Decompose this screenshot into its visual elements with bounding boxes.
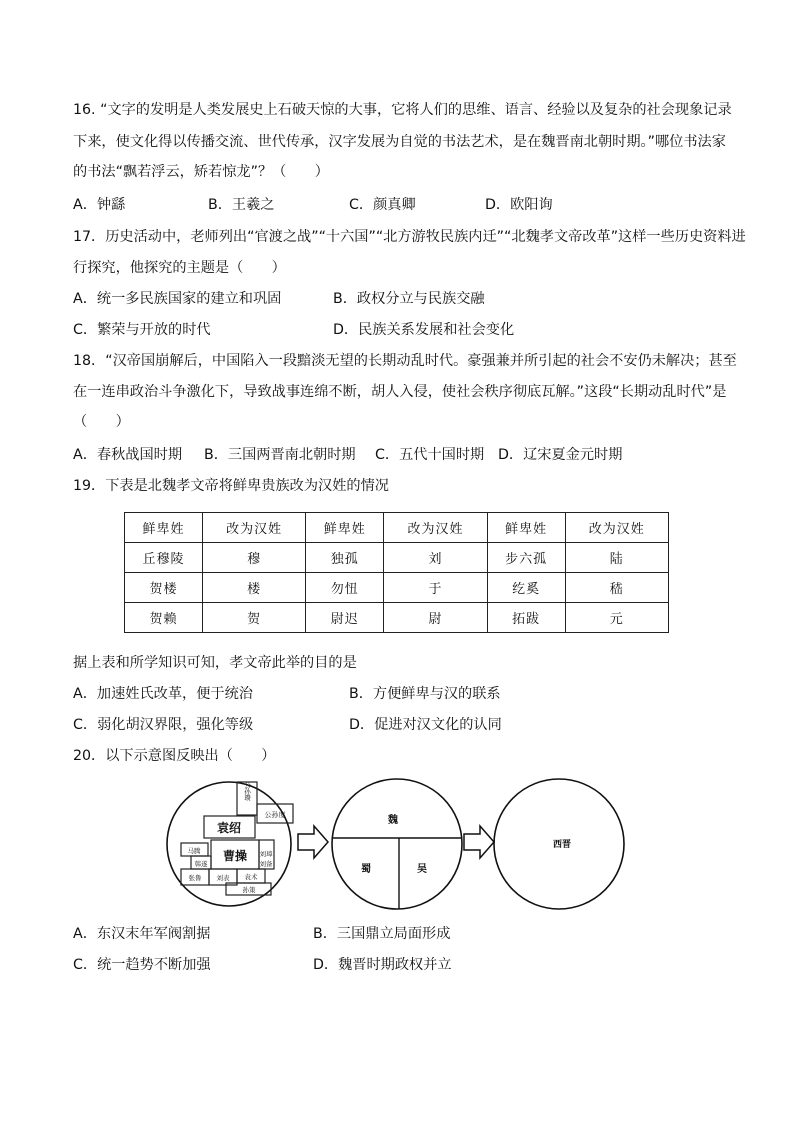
q18-option-d: D．辽宋夏金元时期 [498,447,623,463]
q20-option-b: B．三国鼎立局面形成 [313,926,451,942]
kingdom-wu-label: 吴 [417,864,427,875]
q20-option-a: A．东汉末年军阀割据 [73,926,211,942]
table-cell: 嵇 [565,573,668,603]
q19-option-c: C．弱化胡汉界限，强化等级 [73,717,254,733]
warlord-label: 公孙瓒 [243,781,251,801]
warlord-label: 刘璋 [259,850,273,858]
table-cell: 穆 [202,543,305,573]
table-cell: 贺 [202,603,305,633]
q17-stem-line-2: 行探究，他探究的主题是（ ） [73,260,286,276]
table-cell: 贺楼 [125,573,203,603]
q17-option-a: A．统一多民族国家的建立和巩固 [73,291,282,307]
table-header: 改为汉姓 [565,513,668,543]
warlord-circle [167,781,293,906]
table-row [125,603,669,633]
table-cell: 勿忸 [306,573,384,603]
table-header: 鲜卑姓 [487,513,565,543]
warlord-label: 马腾 [187,847,201,855]
three-kingdoms-circle [332,779,462,909]
warlord-label-major: 曹操 [222,849,248,863]
table-cell: 独孤 [306,543,384,573]
warlord-label: 刘备 [259,860,273,868]
table-cell: 于 [384,573,487,603]
table-cell: 尉迟 [306,603,384,633]
q20-intro: 20．以下示意图反映出（ ） [73,748,276,764]
table-cell: 陆 [565,543,668,573]
q19-intro: 19．下表是北魏孝文帝将鲜卑贵族改为汉姓的情况 [73,478,389,494]
table-cell: 丘穆陵 [125,543,203,573]
q16-stem-line-1: 16. “文字的发明是人类发展史上石破天惊的大事，它将人们的思维、语言、经验以及复杂的社会现象记录 [73,102,732,118]
warlord-label: 孙策 [242,886,256,894]
table-row [125,573,669,603]
q17-option-c: C．繁荣与开放的时代 [73,322,211,338]
history-schematic-diagram [166,776,631,912]
warlord-label-major: 袁绍 [216,821,242,835]
arrow-icon [464,826,494,858]
q20-option-c: C．统一趋势不断加强 [73,957,211,973]
q16-stem-line-3: 的书法“飘若浮云，矫若惊龙”？（ ） [73,164,329,180]
table-header-row [125,513,669,543]
kingdom-shu-label: 蜀 [361,864,371,875]
table-cell: 尉 [384,603,487,633]
q18-option-b: B．三国两晋南北朝时期 [204,447,356,463]
q17-option-b: B．政权分立与民族交融 [333,291,485,307]
q20-option-d: D．魏晋时期政权并立 [313,957,452,973]
table-cell: 刘 [384,543,487,573]
q17-option-d: D．民族关系发展和社会变化 [333,322,515,338]
warlord-label: 张鲁 [188,874,202,882]
table-cell: 元 [565,603,668,633]
table-cell: 步六孤 [487,543,565,573]
table-header: 鲜卑姓 [125,513,203,543]
warlord-label: 韩遂 [194,860,208,868]
warlord-label: 袁术 [244,873,258,881]
q17-stem-line-1: 17．历史活动中，老师列出“官渡之战”“十六国”“北方游牧民族内迁”“北魏孝文帝改革”这样一些历史资料进 [73,229,746,245]
arrow-icon [298,826,328,858]
surname-table [124,512,669,633]
western-jin-circle [494,779,624,909]
q18-option-c: C．五代十国时期 [375,447,485,463]
q19-stem: 据上表和所学知识可知，孝文帝此举的目的是 [73,655,357,671]
q19-option-a: A．加速姓氏改革，便于统治 [73,686,253,702]
table-cell: 纥奚 [487,573,565,603]
q18-stem-line-2: 在一连串政治斗争激化下，导致战事连绵不断，胡人入侵，使社会秩序彻底瓦解。”这段“长期动乱时代”是 [73,384,727,400]
q16-option-d: D．欧阳询 [485,197,553,213]
q16-option-b: B．王羲之 [208,197,275,213]
table-cell: 楼 [202,573,305,603]
q16-stem-line-2: 下来，使文化得以传播交流、世代传承，汉字发展为自觉的书法艺术，是在魏晋南北朝时期。”哪位书法家 [73,134,726,150]
q18-option-a: A．春秋战国时期 [73,447,183,463]
western-jin-label: 西晋 [552,840,572,850]
q18-stem-line-3: （ ） [73,414,130,430]
warlord-label: 刘表 [216,874,230,882]
table-cell: 拓跋 [487,603,565,633]
q18-stem-line-1: 18．“汉帝国崩解后，中国陷入一段黯淡无望的长期动乱时代。豪强兼并所引起的社会不安仍未解决；甚至 [73,353,737,369]
q16-option-a: A．钟繇 [73,197,126,213]
kingdom-wei-label: 魏 [388,815,398,826]
table-cell: 贺赖 [125,603,203,633]
table-row [125,543,669,573]
warlord-label: 公孙度 [264,811,286,819]
table-header: 鲜卑姓 [306,513,384,543]
q19-option-b: B．方便鲜卑与汉的联系 [349,686,501,702]
q19-option-d: D．促进对汉文化的认同 [349,717,502,733]
q16-option-c: C．颜真卿 [349,197,416,213]
table-header: 改为汉姓 [384,513,487,543]
table-header: 改为汉姓 [202,513,305,543]
